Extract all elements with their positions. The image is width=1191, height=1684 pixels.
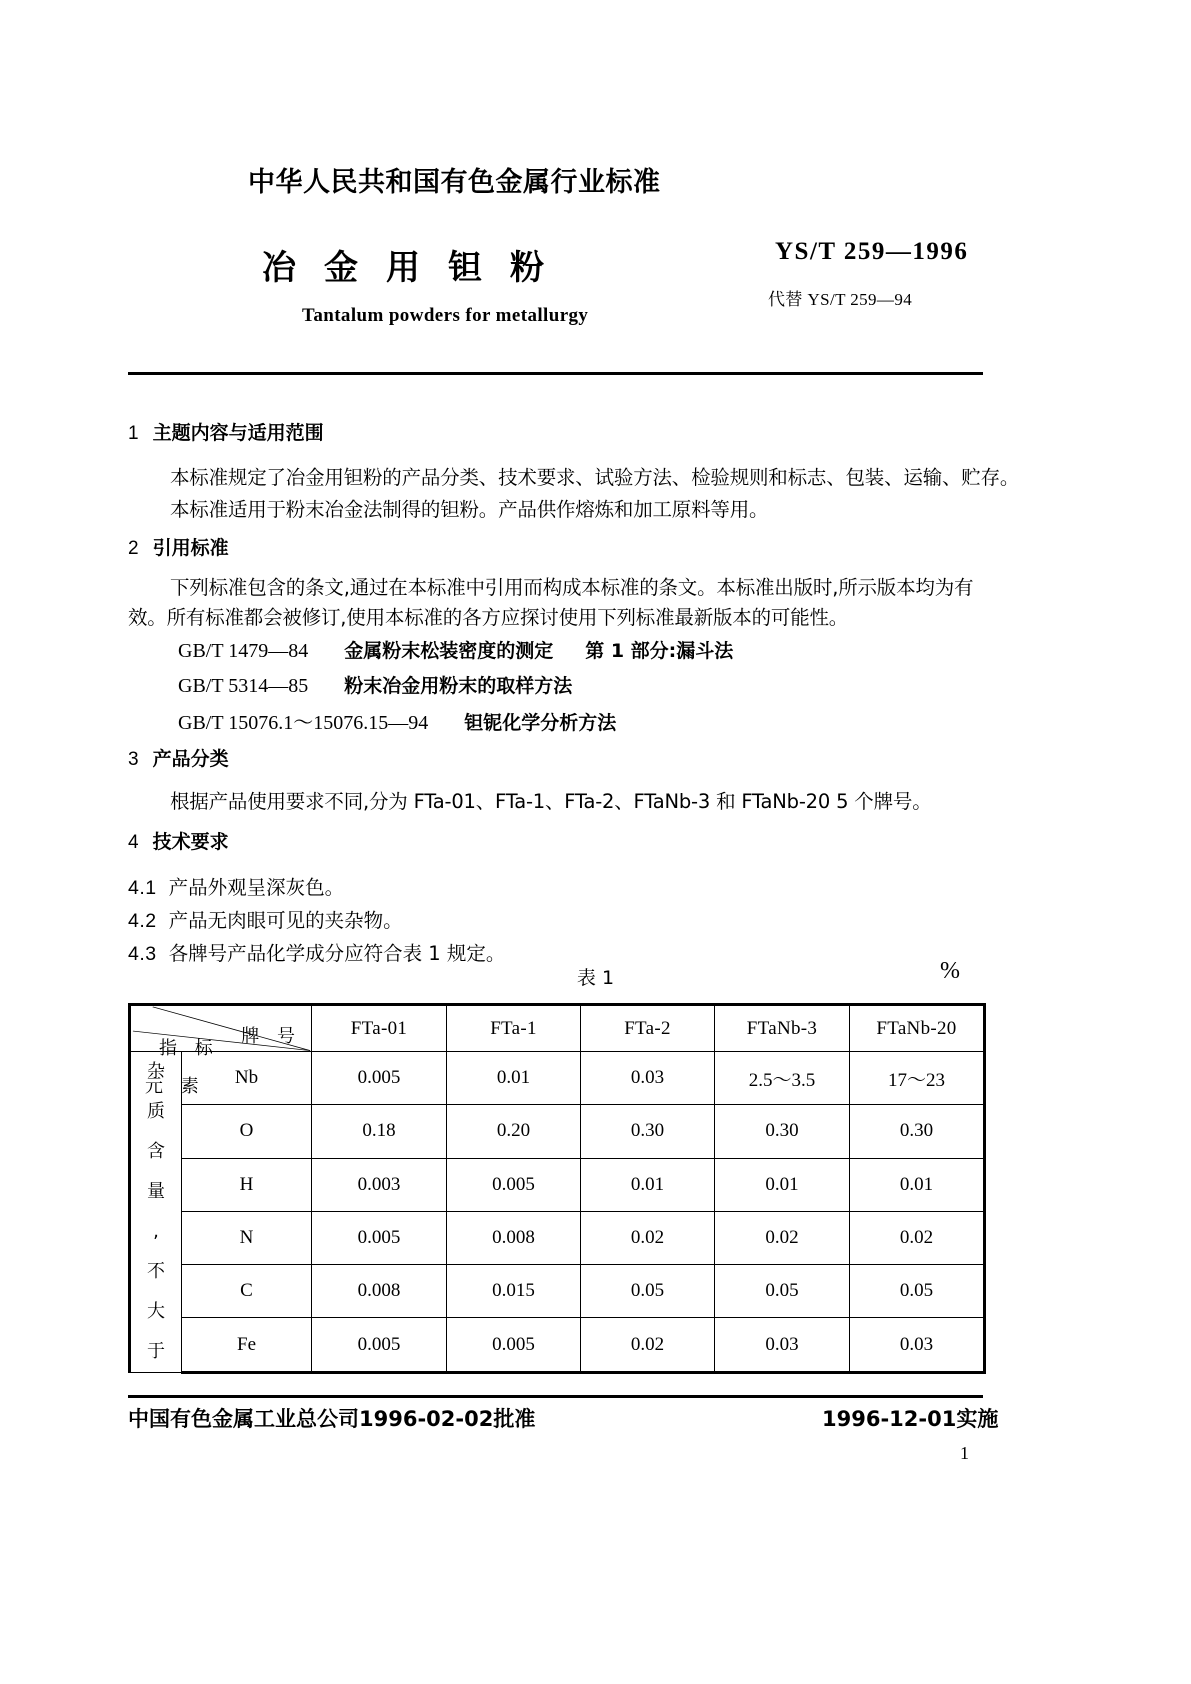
cell-value: 0.005 [312, 1052, 447, 1105]
row-group-char-3: 含 [147, 1141, 165, 1162]
cell-value: 0.30 [850, 1105, 985, 1158]
cell-value: 0.008 [312, 1265, 447, 1318]
row-group-char-8: 于 [147, 1341, 165, 1362]
section-number-1: 1 [128, 423, 139, 444]
reference-title-3: 钽铌化学分析方法 [464, 712, 617, 734]
table-row [130, 1158, 985, 1211]
table-caption [0, 963, 1191, 990]
standard-title-en: Tantalum powders for metallurgy [302, 305, 589, 326]
section-title-4: 技术要求 [152, 831, 229, 853]
issuing-organization: 中华人民共和国有色金属行业标准 [248, 167, 661, 198]
cell-value: 0.02 [850, 1211, 985, 1264]
reference-title-1: 金属粉末松装密度的测定 [344, 640, 554, 662]
clause-4-2 [128, 905, 403, 933]
table-unit-label: % [940, 958, 960, 984]
clause-4-1 [128, 872, 344, 900]
section-title-1: 主题内容与适用范围 [152, 422, 324, 444]
grade-header-5: FTaNb-20 [850, 1005, 985, 1052]
grade-header-1: FTa-01 [312, 1005, 447, 1052]
section-heading-1 [128, 418, 324, 445]
corner-label-element: 元 素 [145, 1076, 205, 1097]
approval-statement: 中国有色金属工业总公司1996-02-02批准 [128, 1407, 536, 1431]
table-caption-text: 表 1 [576, 967, 615, 989]
clause-4-3 [128, 938, 505, 966]
cell-value: 0.005 [447, 1318, 581, 1373]
reference-item-2 [178, 671, 572, 698]
reference-item-3 [178, 706, 616, 735]
cell-value: 0.003 [312, 1158, 447, 1211]
cell-value: 0.05 [715, 1265, 850, 1318]
grade-header-2: FTa-1 [447, 1005, 581, 1052]
cell-value: 0.02 [581, 1318, 715, 1373]
clause-number-4-3: 4.3 [128, 943, 157, 965]
cell-value: 0.005 [447, 1158, 581, 1211]
page-number: 1 [960, 1443, 969, 1463]
section-title-3: 产品分类 [152, 748, 229, 770]
section-2-paragraph-2: 效。所有标准都会被修订,使用本标准的各方应探讨使用下列标准最新版本的可能性。 [128, 606, 849, 629]
section-title-2: 引用标准 [152, 537, 229, 559]
cell-value: 0.30 [581, 1105, 715, 1158]
cell-value: 0.015 [447, 1265, 581, 1318]
reference-item-1 [178, 636, 733, 663]
cell-value: 0.03 [715, 1318, 850, 1373]
element-name: Nb [182, 1052, 312, 1105]
clause-number-4-2: 4.2 [128, 910, 157, 932]
grade-header-4: FTaNb-3 [715, 1005, 850, 1052]
row-group-char-6: 不 [147, 1261, 165, 1282]
corner-label-index: 指 标 [159, 1038, 219, 1059]
clause-text-4-2: 产品无肉眼可见的夹杂物。 [168, 909, 403, 932]
standard-number: YS/T 259—1996 [775, 238, 969, 265]
element-name: O [182, 1105, 312, 1158]
footer-divider-rule [128, 1395, 983, 1398]
element-name: H [182, 1158, 312, 1211]
element-name: C [182, 1265, 312, 1318]
cell-value: 0.005 [312, 1211, 447, 1264]
cell-value: 0.005 [312, 1318, 447, 1373]
table-row [130, 1265, 985, 1318]
standard-title-cn: 冶金用钽粉 [262, 248, 572, 288]
section-2-paragraph-1: 下列标准包含的条文,通过在本标准中引用而构成本标准的条文。本标准出版时,所示版本均为有 [170, 576, 974, 599]
table-row [130, 1318, 985, 1373]
section-number-3: 3 [128, 749, 139, 770]
table-header-row [130, 1005, 985, 1052]
row-group-char-4: 量 [147, 1181, 165, 1202]
element-name: Fe [182, 1318, 312, 1373]
cell-value: 0.008 [447, 1211, 581, 1264]
clause-text-4-3: 各牌号产品化学成分应符合表 1 规定。 [168, 942, 506, 965]
cell-value: 17～23 [850, 1052, 985, 1105]
reference-extra-1: 第 1 部分:漏斗法 [585, 640, 734, 662]
cell-value: 0.05 [581, 1265, 715, 1318]
corner-label-brand: 牌 号 [241, 1026, 301, 1047]
cell-value: 0.05 [850, 1265, 985, 1318]
section-number-4: 4 [128, 832, 139, 853]
cell-value: 0.20 [447, 1105, 581, 1158]
cell-value: 0.01 [447, 1052, 581, 1105]
section-1-paragraph-1: 本标准规定了冶金用钽粉的产品分类、技术要求、试验方法、检验规则和标志、包装、运输、贮存。 [170, 466, 1020, 489]
table-row [130, 1105, 985, 1158]
cell-value: 0.02 [581, 1211, 715, 1264]
composition-table [128, 1003, 986, 1374]
implementation-date: 1996-12-01实施 [822, 1407, 999, 1431]
cell-value: 0.18 [312, 1105, 447, 1158]
row-group-label [130, 1052, 182, 1373]
composition-table-wrapper [128, 1003, 983, 1374]
clause-number-4-1: 4.1 [128, 877, 157, 899]
section-number-2: 2 [128, 538, 139, 559]
section-heading-3 [128, 744, 229, 771]
element-name: N [182, 1211, 312, 1264]
replaces-standard: 代替 YS/T 259—94 [768, 290, 913, 309]
reference-code-2: GB/T 5314—85 [178, 675, 309, 697]
cell-value: 0.03 [850, 1318, 985, 1373]
cell-value: 0.01 [715, 1158, 850, 1211]
reference-title-2: 粉末冶金用粉末的取样方法 [344, 675, 573, 697]
table-row [130, 1211, 985, 1264]
row-group-char-2: 质 [147, 1101, 165, 1122]
header-divider-rule [128, 372, 983, 375]
cell-value: 0.03 [581, 1052, 715, 1105]
row-group-char-7: 大 [147, 1301, 165, 1322]
table-row [130, 1052, 985, 1105]
cell-value: 0.02 [715, 1211, 850, 1264]
cell-value: 0.01 [581, 1158, 715, 1211]
reference-code-1: GB/T 1479—84 [178, 640, 309, 662]
section-heading-4 [128, 827, 229, 854]
cell-value: 2.5～3.5 [715, 1052, 850, 1105]
section-heading-2 [128, 533, 229, 560]
section-1-paragraph-2: 本标准适用于粉末冶金法制得的钽粉。产品供作熔炼和加工原料等用。 [170, 498, 769, 521]
grade-header-3: FTa-2 [581, 1005, 715, 1052]
clause-text-4-1: 产品外观呈深灰色。 [168, 876, 345, 899]
row-group-char-5: , [153, 1221, 159, 1242]
cell-value: 0.30 [715, 1105, 850, 1158]
section-3-paragraph-1: 根据产品使用要求不同,分为 FTa-01、FTa-1、FTa-2、FTaNb-3 和 FTaNb-20 5 个牌号。 [170, 790, 932, 813]
row-group-char-1: 杂 [147, 1061, 165, 1082]
cell-value: 0.01 [850, 1158, 985, 1211]
reference-code-3: GB/T 15076.1～15076.15—94 [178, 712, 429, 734]
